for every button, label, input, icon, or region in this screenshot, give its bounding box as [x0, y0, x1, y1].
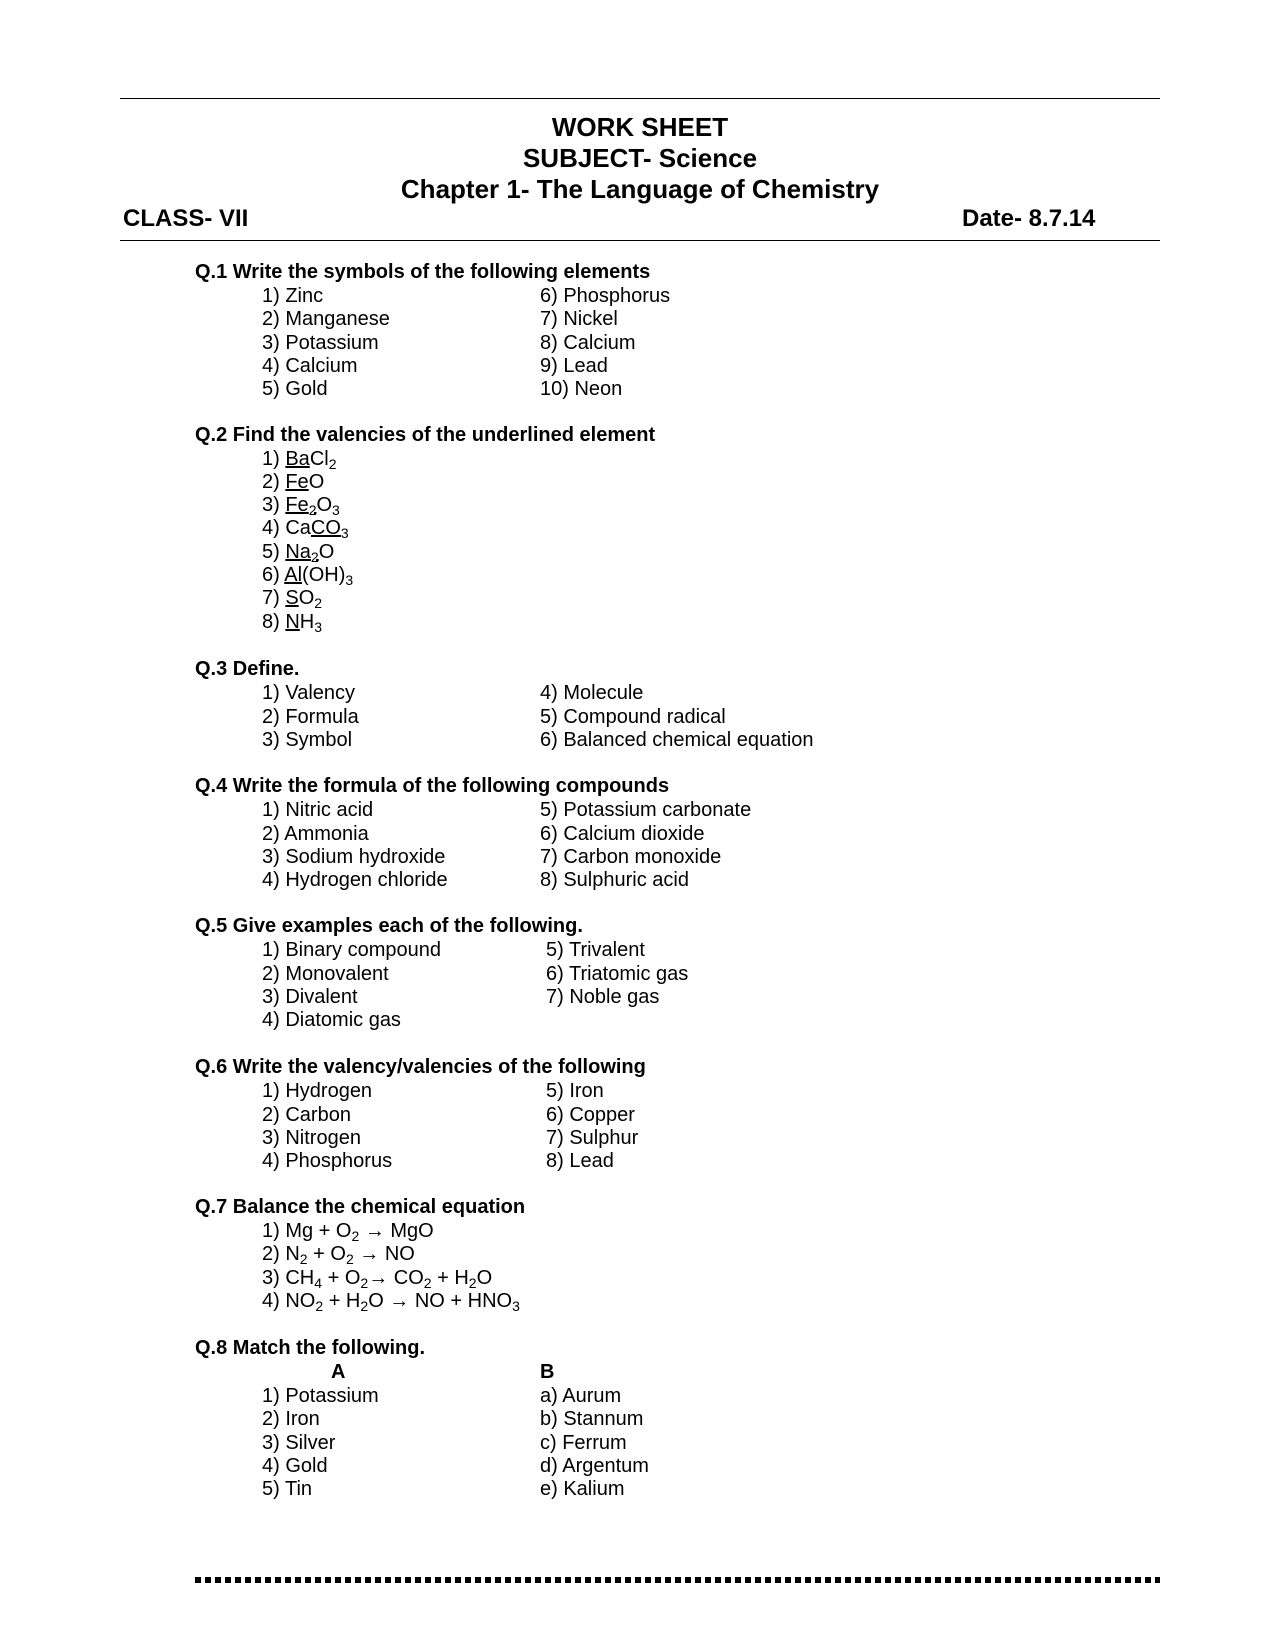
q2-item: 4) CaCO$_3$	[262, 517, 349, 541]
q8-title: Q.8 Match the following.	[195, 1337, 425, 1359]
q2-item: 8) $NH_3$	[262, 611, 323, 635]
q7-equation: 2) $N_2 + O_2$ → NO	[262, 1243, 415, 1267]
q8-item: b) Stannum	[540, 1408, 644, 1430]
q6-item: 3) Nitrogen	[262, 1127, 361, 1149]
chapter-title: Chapter 1- The Language of Chemistry	[400, 174, 880, 204]
q1-item: 8) Calcium	[540, 332, 636, 354]
q3-item: 5) Compound radical	[540, 706, 726, 728]
q1-item: 5) Gold	[262, 378, 328, 400]
q4-item: 3) Sodium hydroxide	[262, 846, 446, 868]
q8-item: 2) Iron	[262, 1408, 320, 1430]
q3-item: 1) Valency	[262, 682, 356, 704]
q6-item: 2) Carbon	[262, 1104, 351, 1126]
q2-item: 2) FeO	[262, 471, 325, 493]
q1-title: Q.1 Write the symbols of the following elements	[195, 261, 651, 283]
q7-equation: 1) $Mg + O_2$ → MgO	[262, 1220, 434, 1244]
q4-item: 5) Potassium carbonate	[540, 799, 752, 821]
q3-item: 2) Formula	[262, 706, 359, 728]
q8-item: d) Argentum	[540, 1455, 649, 1477]
q2-item: 5) $Na_2O$	[262, 541, 335, 565]
q1-item: 10) Neon	[540, 378, 623, 400]
q8-item: a) Aurum	[540, 1385, 622, 1407]
q1-item: 4) Calcium	[262, 355, 358, 377]
q5-item: 6) Triatomic gas	[546, 963, 689, 985]
q6-item: 6) Copper	[546, 1104, 635, 1126]
q5-item: 2) Monovalent	[262, 963, 389, 985]
q8-item: c) Ferrum	[540, 1432, 627, 1454]
q2-item: 6) $Al(OH)_3$	[262, 564, 354, 588]
q8-item: e) Kalium	[540, 1478, 625, 1500]
q1-item: 7) Nickel	[540, 308, 618, 330]
header-bottom-rule	[120, 240, 1160, 241]
q1-item: 1) Zinc	[262, 285, 324, 307]
q1-item: 3) Potassium	[262, 332, 379, 354]
q4-item: 2) Ammonia	[262, 823, 369, 845]
q8-item: 5) Tin	[262, 1478, 313, 1500]
q5-item: 3) Divalent	[262, 986, 358, 1008]
q6-item: 8) Lead	[546, 1150, 614, 1172]
q1-item: 9) Lead	[540, 355, 608, 377]
q8-item: 1) Potassium	[262, 1385, 379, 1407]
q4-item: 7) Carbon monoxide	[540, 846, 722, 868]
q4-title: Q.4 Write the formula of the following compounds	[195, 775, 670, 797]
q4-item: 8) Sulphuric acid	[540, 869, 689, 891]
q6-item: 5) Iron	[546, 1080, 604, 1102]
q5-item: 1) Binary compound	[262, 939, 441, 961]
subject-title: SUBJECT- Science	[522, 143, 758, 173]
top-rule	[120, 98, 1160, 99]
q2-item: 1) BaCl$_2$	[262, 448, 337, 472]
q8-item: 3) Silver	[262, 1432, 336, 1454]
q5-title: Q.5 Give examples each of the following.	[195, 915, 583, 937]
footer-dashed-rule	[195, 1577, 1160, 1583]
q4-item: 4) Hydrogen chloride	[262, 869, 448, 891]
q2-item: 3) $Fe_2O_3$	[262, 494, 340, 518]
q3-item: 4) Molecule	[540, 682, 644, 704]
q2-title: Q.2 Find the valencies of the underlined element	[195, 424, 656, 446]
q5-item: 5) Trivalent	[546, 939, 645, 961]
q7-equation: 3) $CH_4 + O_2\to CO_2 + H_2O$	[262, 1267, 493, 1291]
q5-item: 7) Noble gas	[546, 986, 660, 1008]
q5-item: 4) Diatomic gas	[262, 1009, 401, 1031]
q7-title: Q.7 Balance the chemical equation	[195, 1196, 526, 1218]
q1-item: 2) Manganese	[262, 308, 390, 330]
q4-item: 6) Calcium dioxide	[540, 823, 705, 845]
worksheet-title: WORK SHEET	[551, 112, 729, 142]
q6-item: 1) Hydrogen	[262, 1080, 373, 1102]
q6-title: Q.6 Write the valency/valencies of the following	[195, 1056, 646, 1078]
q3-item: 3) Symbol	[262, 729, 353, 751]
q7-equation: 4) $NO_2 + H_2O$ → NO + $HNO_3$	[262, 1290, 520, 1314]
q3-title: Q.3 Define.	[195, 658, 300, 680]
q8-column-a-heading: A	[331, 1361, 346, 1383]
q6-item: 4) Phosphorus	[262, 1150, 393, 1172]
date-label: Date- 8.7.14	[962, 205, 1096, 232]
q2-item: 7) $SO_2$	[262, 587, 323, 611]
q1-item: 6) Phosphorus	[540, 285, 671, 307]
q8-item: 4) Gold	[262, 1455, 328, 1477]
class-label: CLASS- VII	[123, 205, 249, 232]
q3-item: 6) Balanced chemical equation	[540, 729, 814, 751]
q8-column-b-heading: B	[540, 1361, 555, 1383]
q4-item: 1) Nitric acid	[262, 799, 374, 821]
q6-item: 7) Sulphur	[546, 1127, 639, 1149]
